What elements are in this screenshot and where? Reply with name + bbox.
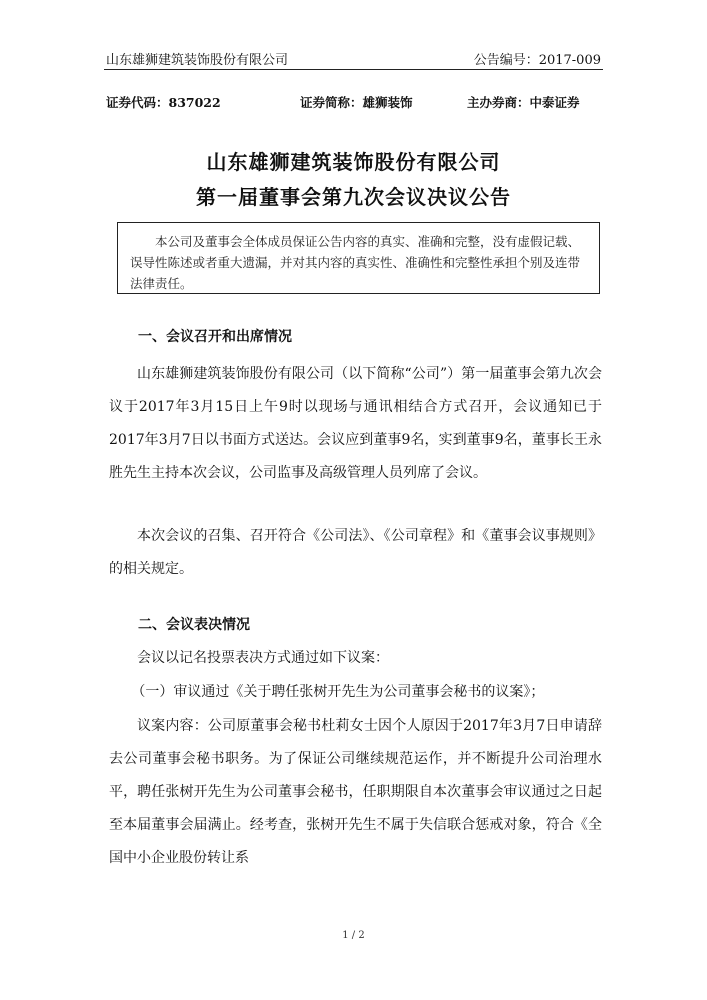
sponsor-broker: 主办券商：中泰证券 (467, 95, 580, 110)
page-number: 1 / 2 (342, 930, 365, 941)
paragraph-voting-intro: 会议以记名投票表决方式通过如下议案： (137, 650, 389, 666)
disclaimer-box (117, 222, 600, 294)
document-title-line1: 山东雄狮建筑装饰股份有限公司 (206, 150, 501, 174)
paragraph-compliance: 本次会议的召集、召开符合《公司法》、《公司章程》和《董事会议事规则》的相关规定。 (109, 528, 602, 577)
page-header (104, 47, 603, 70)
securities-abbreviation: 证券简称：雄狮装饰 (300, 95, 413, 110)
document-title-line2: 第一届董事会第九次会议决议公告 (196, 185, 511, 209)
paragraph-resolution-content: 议案内容：公司原董事会秘书杜莉女士因个人原因于2017年3月7日申请辞去公司董事会秘书职务。为了保证公司继续规范运作，并不断提升公司治理水平，聘任张树开先生为公司董事会秘书，任职期限自本次董事会审议通过之日起至本届董事会届满止。经考查，张树开先生不属于失信联合惩戒对象，符合《全国中小企业股份转让系 (109, 718, 602, 866)
section-heading-voting: 二、会议表决情况 (138, 617, 250, 633)
paragraph-meeting-details: 山东雄狮建筑装饰股份有限公司（以下简称“公司”）第一届董事会第九次会议于2017年3月15日上午9时以现场与通讯相结合方式召开，会议通知已于2017年3月7日以书面方式送达。会议应到董事9名，实到董事9名，董事长王永胜先生主持本次会议，公司监事及高级管理人员列席了会议。 (109, 366, 603, 481)
securities-code: 证券代码：837022 (106, 95, 221, 110)
paragraph-resolution-title: （一）审议通过《关于聘任张树开先生为公司董事会秘书的议案》； (131, 684, 545, 700)
header-announcement-number: 公告编号：2017-009 (473, 53, 601, 68)
section-heading-meeting-info: 一、会议召开和出席情况 (138, 329, 292, 345)
disclaimer-text: 本公司及董事会全体成员保证公告内容的真实、准确和完整，没有虚假记载、误导性陈述或者重大遗漏，并对其内容的真实性、准确性和完整性承担个别及连带法律责任。 (130, 234, 581, 291)
header-company-name: 山东雄狮建筑装饰股份有限公司 (106, 53, 289, 68)
